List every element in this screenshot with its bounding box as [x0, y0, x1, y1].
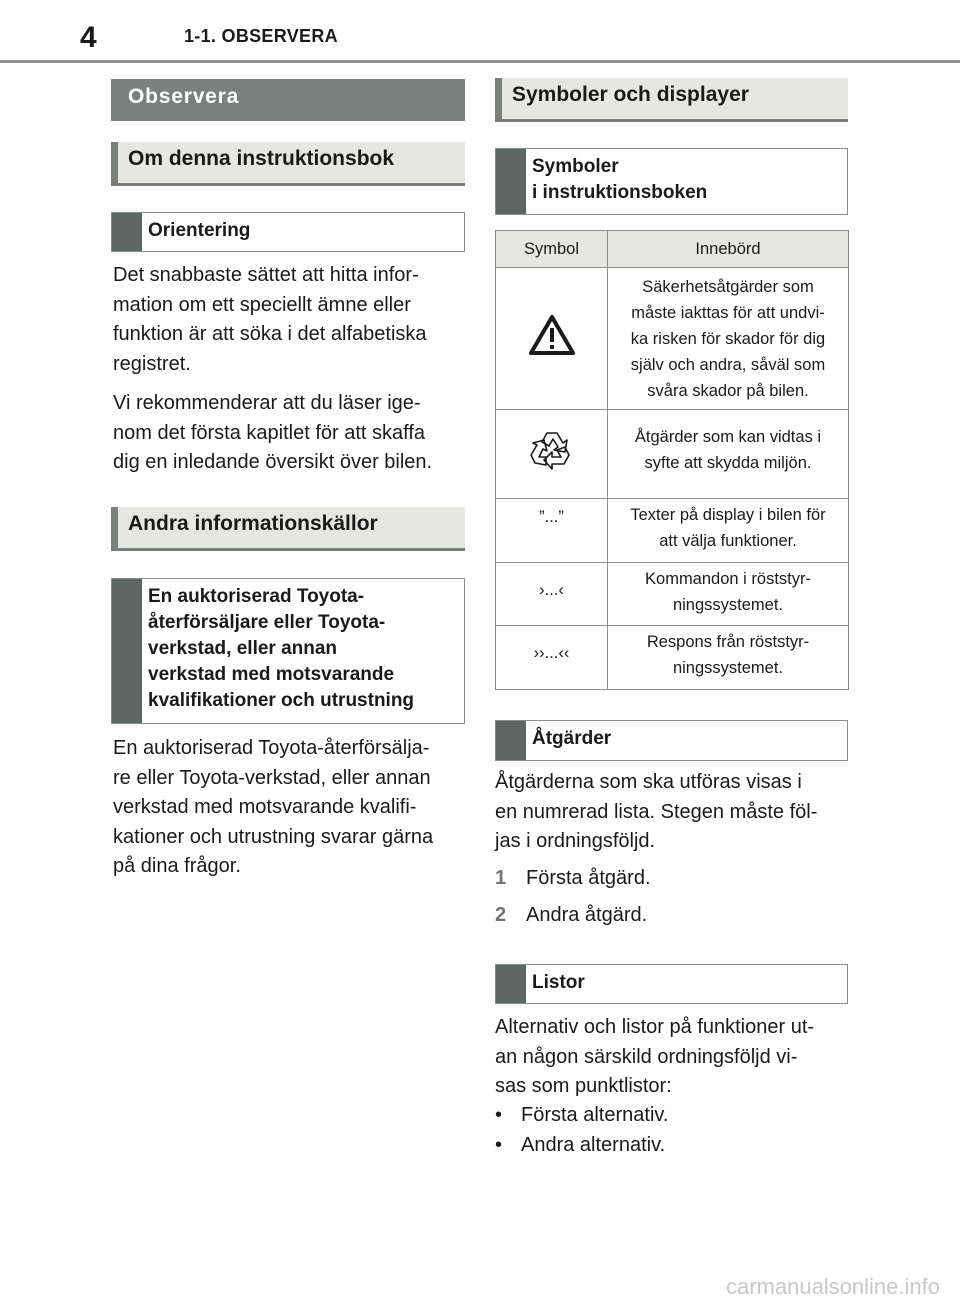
- subheading-bar: [112, 213, 142, 251]
- table-row: [496, 626, 849, 690]
- warning-triangle-icon: [528, 314, 576, 356]
- subheading-text: Åtgärder: [532, 728, 612, 749]
- subheading-bar: [112, 579, 142, 723]
- bullet-item: [495, 1101, 668, 1131]
- table-row: [496, 499, 849, 563]
- symbol-cell: ”...”: [496, 499, 608, 563]
- subheading-text: Listor: [532, 972, 585, 993]
- symbol-table: [495, 230, 849, 690]
- paragraph-orientering-1: Det snabbaste sättet att hitta infor- mation om ett speciellt ämne eller funktion är att söka i det alfabetiska registret.: [113, 264, 427, 375]
- bullet-dot: •: [495, 1134, 503, 1156]
- symbol-cell: [496, 410, 608, 499]
- paragraph-listor: Alternativ och listor på funktioner ut- an någon särskild ordningsföljd vi- sas som punktlistor:: [495, 1016, 815, 1097]
- heading-symboler-och-displayer: Symboler och displayer: [495, 78, 848, 122]
- meaning-cell: Texter på display i bilen för att välja funktioner.: [608, 499, 849, 563]
- paragraph-orientering-2: Vi rekommenderar att du läser ige- nom det första kapitlet för att skaffa dig en inledande översikt över bilen.: [113, 392, 433, 473]
- section-title-observera: Observera: [111, 79, 465, 121]
- subheading-auktoriserad-toyota: [111, 578, 465, 724]
- paragraph-atgarder: Åtgärderna som ska utföras visas i en numrerad lista. Stegen måste föl- jas i ordningsföljd.: [495, 771, 818, 852]
- step-item: [495, 902, 647, 928]
- bullet-text: Andra alternativ.: [521, 1134, 666, 1156]
- subheading-symboler-i-instruktionsboken: [495, 148, 848, 215]
- watermark: carmanualsonline.info: [725, 1274, 940, 1299]
- step-item: [495, 865, 651, 891]
- column-header-innebord: Innebörd: [608, 231, 849, 268]
- subheading-listor: [495, 964, 848, 1004]
- meaning-cell: Kommandon i röststyr- ningssystemet.: [608, 563, 849, 626]
- heading-andra-informationskallor: Andra informationskällor: [111, 507, 465, 551]
- step-number: 2: [495, 904, 507, 926]
- subheading-atgarder: [495, 720, 848, 761]
- step-text: Första åtgärd.: [526, 867, 651, 889]
- subheading-bar: [496, 721, 526, 760]
- header-divider: [0, 60, 960, 63]
- subheading-bar: [496, 965, 526, 1003]
- bullet-item: [495, 1131, 665, 1161]
- subheading-bar: [496, 149, 526, 214]
- table-row: [496, 410, 849, 499]
- bullet-text: Första alternativ.: [521, 1104, 669, 1126]
- meaning-cell: Åtgärder som kan vidtas i syfte att skydda miljön.: [608, 410, 849, 499]
- symbol-cell: ›...‹: [496, 563, 608, 626]
- subheading-text: Orientering: [148, 220, 251, 241]
- bullet-dot: •: [495, 1104, 503, 1126]
- subheading-text: Symboler i instruktionsboken: [532, 156, 708, 203]
- chapter-title: 1-1. OBSERVERA: [184, 26, 338, 46]
- step-text: Andra åtgärd.: [526, 904, 648, 926]
- table-header-row: [496, 231, 849, 268]
- symbol-cell: ››...‹‹: [496, 626, 608, 690]
- paragraph-auktoriserad: En auktoriserad Toyota-återförsälja- re eller Toyota-verkstad, eller annan verkstad med motsvarande kvalifi- kationer och utrustning svarar gärna på dina frågor.: [113, 737, 434, 877]
- recycle-icon: [529, 428, 575, 472]
- table-row: [496, 268, 849, 410]
- heading-om-denna-instruktionsbok: Om denna instruktionsbok: [111, 142, 465, 186]
- subheading-orientering: [111, 212, 465, 252]
- table-row: [496, 563, 849, 626]
- page-number: 4: [80, 21, 97, 54]
- subheading-text: En auktoriserad Toyota- återförsäljare eller Toyota- verkstad, eller annan verkstad med motsvarande kvalifikationer och utrustning: [148, 586, 415, 711]
- symbol-cell: [496, 268, 608, 410]
- step-number: 1: [495, 867, 507, 889]
- column-header-symbol: Symbol: [496, 231, 608, 268]
- meaning-cell: Respons från röststyr- ningssystemet.: [608, 626, 849, 690]
- meaning-cell: Säkerhetsåtgärder som måste iakttas för att undvi- ka risken för skador för dig själv och andra, såväl som svåra skador på bilen.: [608, 268, 849, 410]
